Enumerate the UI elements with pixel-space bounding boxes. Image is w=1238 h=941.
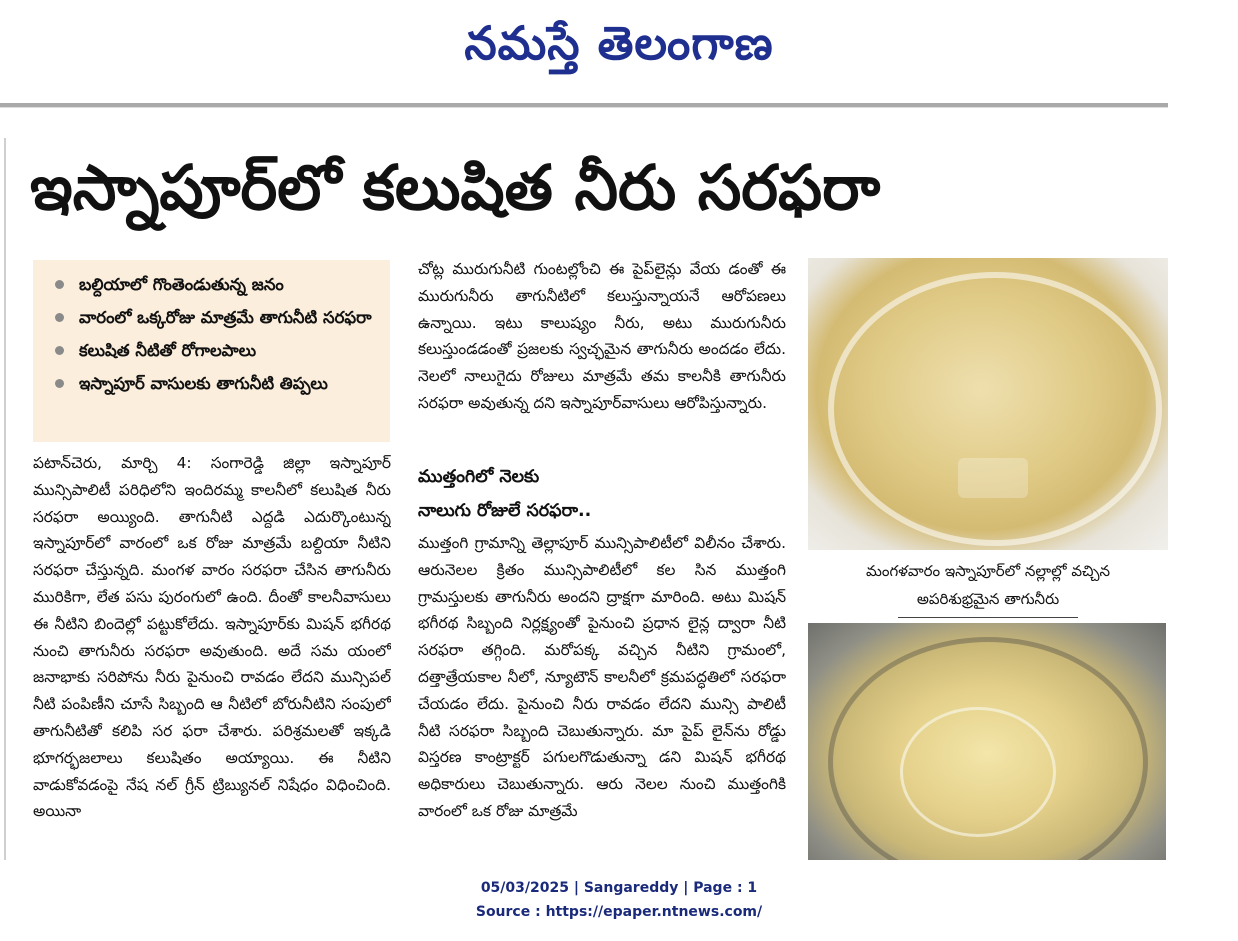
subheading-line-2: నాలుగు రోజులే సరఫరా.. [418,501,592,521]
bullet-icon [55,280,64,289]
page-footer [0,876,1238,924]
water-reflection [958,458,1028,498]
bullet-icon [55,379,64,388]
highlight-text: కలుషిత నీటితో రోగాలపాలు [79,341,257,360]
article-subheading [418,460,786,532]
highlight-item [53,301,380,334]
highlight-item [53,334,380,367]
highlight-text: వారంలో ఒక్కరోజు మాత్రమే తాగునీటి సరఫరా [79,308,372,327]
caption-line-2: అపరిశుభ్రమైన తాగునీరు [916,590,1060,608]
bullet-icon [55,313,64,322]
highlight-item [53,367,380,400]
caption-underline [898,617,1078,618]
photo-caption [808,557,1168,617]
highlight-text: ఇస్నాపూర్ వాసులకు తాగునీటి తిప్పలు [79,374,328,393]
contaminated-water-photo-2 [808,623,1166,860]
subheading-line-1: ముత్తంగిలో నెలకు [418,467,540,487]
caption-line-1: మంగళవారం ఇస్నాపూర్‌లో నల్లాల్లో వచ్చిన [865,562,1111,580]
bowl-rim [828,272,1162,546]
footer-source: Source : https://epaper.ntnews.com/ [475,904,763,920]
highlight-text: బల్దియాలో గొంతెండుతున్న జనం [79,275,284,294]
newspaper-masthead: నమస్తే తెలంగాణ [464,16,774,70]
column-rule-left [4,138,6,860]
contaminated-water-photo-1 [808,258,1168,550]
highlights-list [53,268,380,400]
article-body-column-2-top: చోట్ల మురుగునీటి గుంటల్లోంచి ఈ పైప్‌లైన్లు వేయ డంతో ఈ మురుగునీరు తాగునీటిలో కలుస్తున్నాయనే ఆరోపణలు ఉన్నాయి. ఇటు కాలుష్యం నీరు, అటు మురుగునీరు కలుస్తుండడంతో ప్రజలకు స్వచ్ఛమైన తాగునీరు అందడం లేదు. నెలలో నాలుగైదు రోజులు మాత్రమే తమ కాలనీకి తాగునీరు సరఫరా అవుతున్న దని ఇస్నాపూర్‌వాసులు ఆరోపిస్తున్నారు. [418,260,786,412]
bullet-icon [55,346,64,355]
glass-base [900,707,1056,837]
article-body-column-1: పటాన్‌చెరు, మార్చి 4: సంగారెడ్డి జిల్లా ఇస్నాపూర్ మున్సిపాలిటీ పరిధిలోని ఇందిరమ్మ కాలనీలో కలుషిత నీరు సరఫరా అయ్యింది. తాగునీటి ఎద్దడి ఎదుర్కొంటున్న ఇస్నాపూర్‌లో వారంలో ఒక రోజు మాత్రమే బల్దియా నీటిని సరఫరా చేస్తున్నది. మంగళ వారం సరఫరా చేసిన తాగునీరు మురికిగా, లేత పసు పురంగులో ఉంది. దీంతో కాలనీవాసులు ఈ నీటిని బిందెల్లో పట్టుకోలేదు. ఇస్నాపూర్‌కు మిషన్ భగీరథ నుంచి తాగునీరు సరఫరా అవుతుంది. అదే సమ యంలో జనాభాకు సరిపోను నీరు పైనుంచి రావడం లేదని మున్సిపల్ నీటి పంపిణీని చూసే సిబ్బంది ఆ నీటిలో బోరునీటిని సంపులో తాగునీటితో కలిపి సర ఫరా చేశారు. పరిశ్రమలతో ఇక్కడి భూగర్భజలాలు కలుషితం అయ్యాయి. ఈ నీటిని వాడుకోవడంపై నేష నల్ గ్రీన్ ట్రిబ్యునల్ నిషేధం విధించింది. అయినా [33,454,391,821]
article-headline: ఇస్నాపూర్‌లో కలుషిత నీరు సరఫరా [30,151,881,224]
masthead-rule-thin [0,107,1168,108]
footer-date-edition: 05/03/2025 | Sangareddy | Page : 1 [480,880,758,896]
article-body-column-2-bottom: ముత్తంగి గ్రామాన్ని తెల్లాపూర్ మున్సిపాలిటీలో విలీనం చేశారు. ఆరునెలల క్రితం మున్సిపాలిటీలో కల సిన ముత్తంగి గ్రామస్తులకు తాగునీరు అందని ద్రాక్షగా మారింది. అటు మిషన్ భగీరథ సిబ్బంది నిర్లక్ష్యంతో పైనుంచి ప్రధాన లైన్ల ద్వారా నీటి సరఫరా తగ్గింది. మరోపక్క వచ్చిన నీటిని గ్రామంలో, దత్తాత్రేయకాల నీలో, న్యూటౌన్ కాలనీలో క్రమపద్ధతిలో సరఫరా చేయడం లేదు. పైనుంచి నీరు రావడం లేదని మున్సి పాలిటీ నీటి సరఫరా సిబ్బంది చెబుతున్నారు. మా పైప్ లైన్‌ను రోడ్డు విస్తరణ కాంట్రాక్టర్ పగులగొడుతున్నా డని మిషన్ భగీరథ అధికారులు చెబుతున్నారు. ఆరు నెలల నుంచి ముత్తంగికి వారంలో ఒక రోజు మాత్రమే [418,534,786,820]
highlights-box [33,260,390,442]
highlight-item [53,268,380,301]
